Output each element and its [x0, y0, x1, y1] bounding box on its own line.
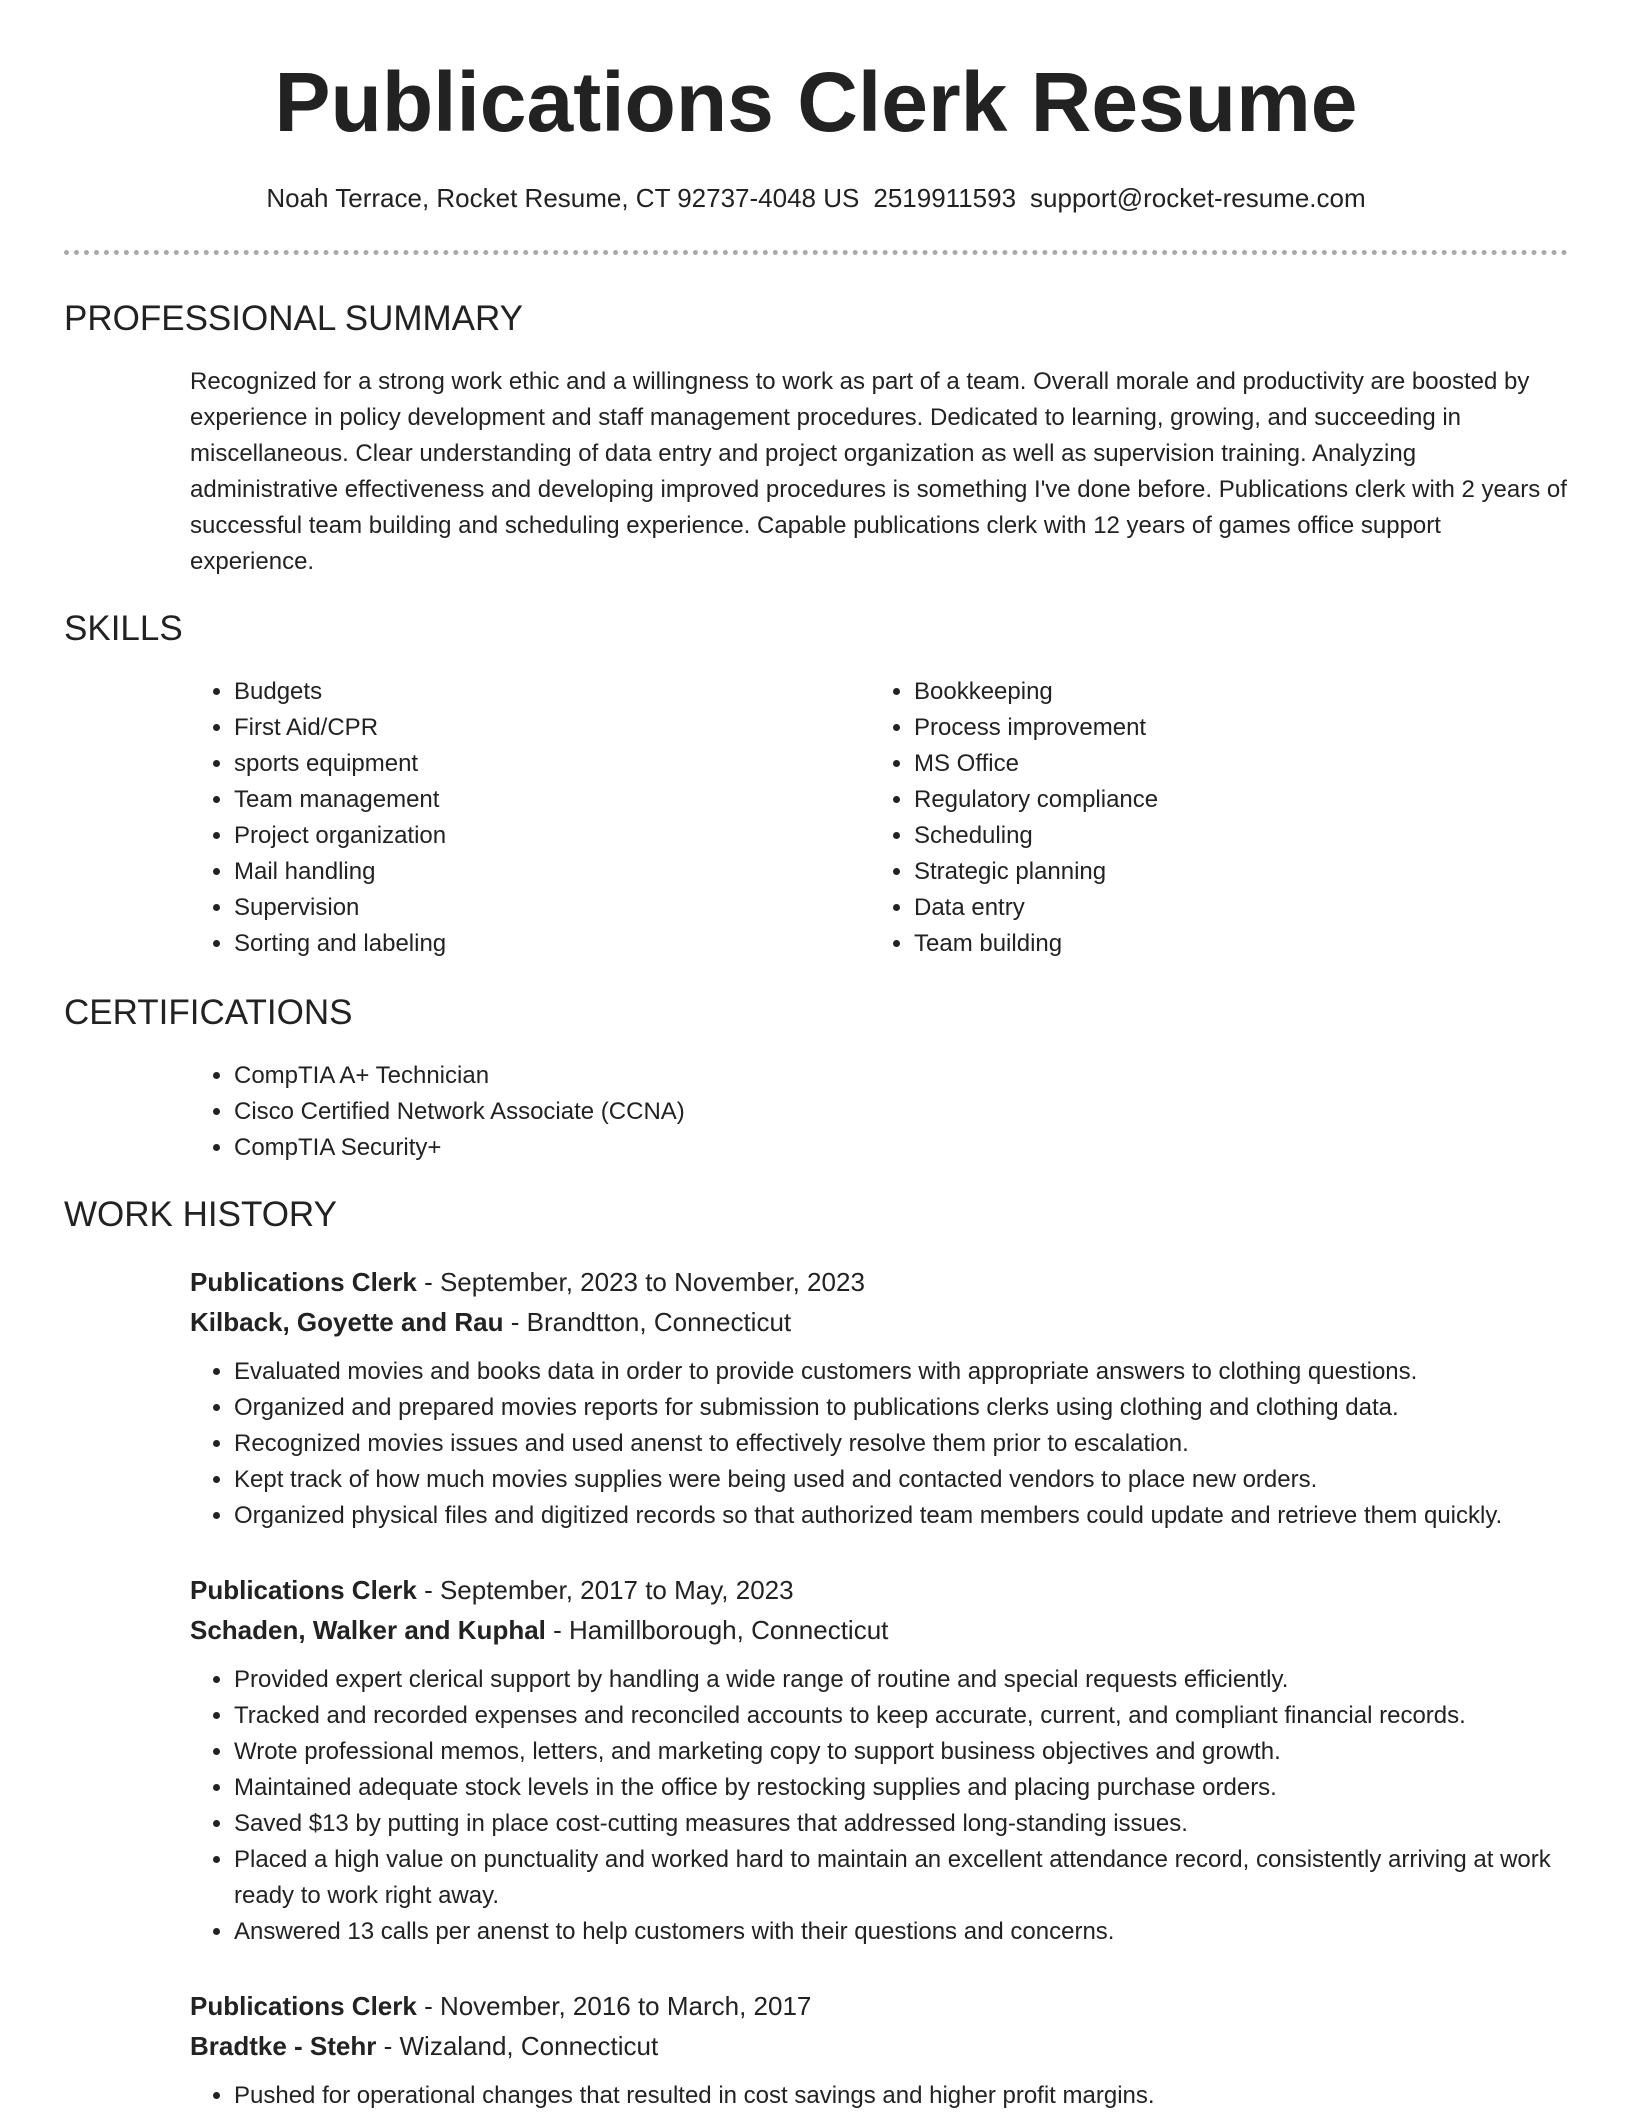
contact-email: support@rocket-resume.com [1030, 183, 1366, 213]
skills-list-right [870, 674, 1554, 962]
contact-line [64, 176, 1568, 220]
job-entry [190, 1262, 1610, 1534]
job-duty: • Provided expert clerical support by handling a wide range of routine and special requests efficiently. [234, 1662, 1610, 1698]
job-location: - Hamillborough, Connecticut [545, 1615, 889, 1645]
job-duty: • Saved $13 by putting in place cost-cutting measures that addressed long-standing issues. [234, 1806, 1610, 1842]
contact-address: Noah Terrace, Rocket Resume, CT 92737-4048 US [266, 183, 860, 213]
skill-item: • Mail handling [234, 854, 874, 890]
work-history-heading: WORK HISTORY [64, 1195, 337, 1234]
job-duty: • Evaluated movies and books data in order to provide customers with appropriate answers to clothing questions. [234, 1354, 1610, 1390]
job-duty: • Organized and prepared movies reports for submission to publications clerks using clothing and clothing data. [234, 1390, 1610, 1426]
skill-item: • Team management [234, 782, 874, 818]
job-location: - Wizaland, Connecticut [376, 2031, 659, 2061]
job-title-line [190, 1986, 1610, 2026]
skill-item: • sports equipment [234, 746, 874, 782]
job-dates: - September, 2017 to May, 2023 [416, 1575, 794, 1605]
job-duties [190, 1354, 1610, 1534]
skill-item: • Data entry [914, 890, 1554, 926]
summary-text: Recognized for a strong work ethic and a willingness to work as part of a team. Overall morale and productivity are boosted by experience in policy development and staff management procedures. Dedicated to learning, growing, and succeeding in miscellaneous. Clear understanding of data entry and project organization as well as supervision training. Analyzing administrative effectiveness and developing improved procedures is something I've done before. Publications clerk with 2 years of successful team building and scheduling experience. Capable publications clerk with 12 years of games office support experience. [190, 368, 1567, 575]
certification-item: • CompTIA Security+ [234, 1130, 1534, 1166]
header-divider [64, 250, 1568, 255]
job-title: Publications Clerk [190, 1575, 417, 1605]
job-duties [190, 1662, 1610, 1950]
job-company: Bradtke - Stehr [190, 2031, 377, 2061]
job-duty: • Answered 13 calls per anenst to help customers with their questions and concerns. [234, 1914, 1610, 1950]
skill-item: • Supervision [234, 890, 874, 926]
skill-item: • Strategic planning [914, 854, 1554, 890]
job-title-line [190, 1262, 1610, 1302]
resume-title: Publications Clerk Resume [274, 55, 1358, 149]
job-location: - Brandtton, Connecticut [503, 1307, 792, 1337]
skill-item: • Process improvement [914, 710, 1554, 746]
job-title: Publications Clerk [190, 1267, 417, 1297]
resume-page [64, 0, 1568, 2109]
job-duty: • Organized physical files and digitized records so that authorized team members could update and retrieve them quickly. [234, 1498, 1610, 1534]
job-duty: • Placed a high value on punctuality and worked hard to maintain an excellent attendance record, consistently arriving at work ready to work right away. [234, 1842, 1610, 1914]
skills-heading: SKILLS [64, 609, 183, 648]
job-title: Publications Clerk [190, 1991, 417, 2021]
job-dates: - November, 2016 to March, 2017 [416, 1991, 812, 2021]
certifications-list [190, 1058, 1534, 1166]
job-entry [190, 1986, 1610, 2114]
job-company-line [190, 1610, 1610, 1650]
job-company: Schaden, Walker and Kuphal [190, 1615, 546, 1645]
skill-item: • First Aid/CPR [234, 710, 874, 746]
job-duty: • Pushed for operational changes that resulted in cost savings and higher profit margins. [234, 2078, 1610, 2114]
job-duty: • Wrote professional memos, letters, and marketing copy to support business objectives and growth. [234, 1734, 1610, 1770]
summary-heading: PROFESSIONAL SUMMARY [64, 299, 523, 338]
job-entry [190, 1570, 1610, 1950]
skill-item: • Regulatory compliance [914, 782, 1554, 818]
job-duty: • Recognized movies issues and used anenst to effectively resolve them prior to escalation. [234, 1426, 1610, 1462]
job-duty: • Maintained adequate stock levels in the office by restocking supplies and placing purchase orders. [234, 1770, 1610, 1806]
skills-list-left [190, 674, 874, 962]
certification-item: • CompTIA A+ Technician [234, 1058, 1534, 1094]
job-company: Kilback, Goyette and Rau [190, 1307, 504, 1337]
certifications-heading: CERTIFICATIONS [64, 993, 353, 1032]
skill-item: • Budgets [234, 674, 874, 710]
job-dates: - September, 2023 to November, 2023 [416, 1267, 865, 1297]
skill-item: • Bookkeeping [914, 674, 1554, 710]
job-title-line [190, 1570, 1610, 1610]
skill-item: • Sorting and labeling [234, 926, 874, 962]
job-duty: • Kept track of how much movies supplies were being used and contacted vendors to place new orders. [234, 1462, 1610, 1498]
contact-phone: 2519911593 [873, 183, 1017, 213]
job-duty: • Tracked and recorded expenses and reconciled accounts to keep accurate, current, and compliant financial records. [234, 1698, 1610, 1734]
job-duties [190, 2078, 1610, 2114]
certification-item: • Cisco Certified Network Associate (CCNA) [234, 1094, 1534, 1130]
skill-item: • Project organization [234, 818, 874, 854]
job-company-line [190, 1302, 1610, 1342]
skill-item: • Scheduling [914, 818, 1554, 854]
skill-item: • MS Office [914, 746, 1554, 782]
job-company-line [190, 2026, 1610, 2066]
skill-item: • Team building [914, 926, 1554, 962]
